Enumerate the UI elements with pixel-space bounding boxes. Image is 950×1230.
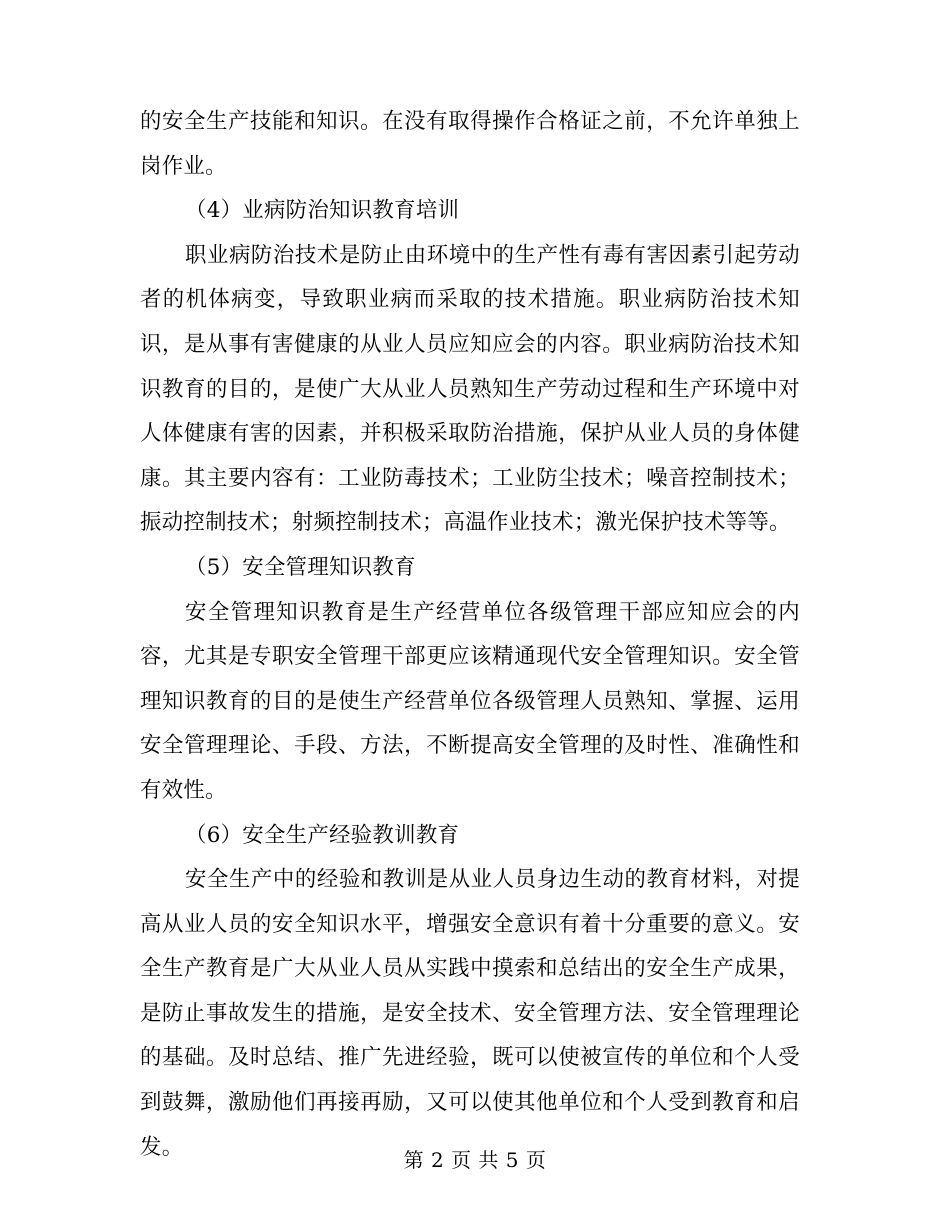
section-heading-6: （6）安全生产经验教训教育 <box>185 822 460 848</box>
paragraph-occupational-disease: 职业病防治技术是防止由环境中的生产性有毒有害因素引起劳动者的机体病变，导致职业病而采取的技术措施。职业病防治技术知识，是从事有害健康的从业人员应知应会的内容。职业病防治技术知识教育的目的，是使广大从业人员熟知生产劳动过程和生产环境中对人体健康有害的因素，并积极采取防治措施，保护从业人员的身体健康。其主要内容有：工业防毒技术；工业防尘技术；噪音控制技术；振动控制技术；射频控制技术；高温作业技术；激光保护技术等等。 <box>140 242 800 536</box>
document-body <box>140 100 800 1170</box>
paragraph-continued: 的安全生产技能和知识。在没有取得操作合格证之前，不允许单独上岗作业。 <box>140 109 800 179</box>
paragraph-safety-management: 安全管理知识教育是生产经营单位各级管理干部应知应会的内容，尤其是专职安全管理干部更应该精通现代安全管理知识。安全管理知识教育的目的是使生产经营单位各级管理人员熟知、掌握、运用安全管理理论、手段、方法，不断提高安全管理的及时性、准确性和有效性。 <box>140 599 800 803</box>
section-heading-4: （4）业病防治知识教育培训 <box>185 198 460 224</box>
paragraph-experience-lessons: 安全生产中的经验和教训是从业人员身边生动的教育材料，对提高从业人员的安全知识水平，增强安全意识有着十分重要的意义。安全生产教育是广大从业人员从实践中摸索和总结出的安全生产成果，是防止事故发生的措施，是安全技术、安全管理方法、安全管理理论的基础。及时总结、推广先进经验，既可以使被宣传的单位和个人受到鼓舞，激励他们再接再励，又可以使其他单位和个人受到教育和启发。 <box>140 867 800 1160</box>
section-heading-5: （5）安全管理知识教育 <box>185 554 416 580</box>
page-number-footer: 第 2 页 共 5 页 <box>403 1148 547 1172</box>
